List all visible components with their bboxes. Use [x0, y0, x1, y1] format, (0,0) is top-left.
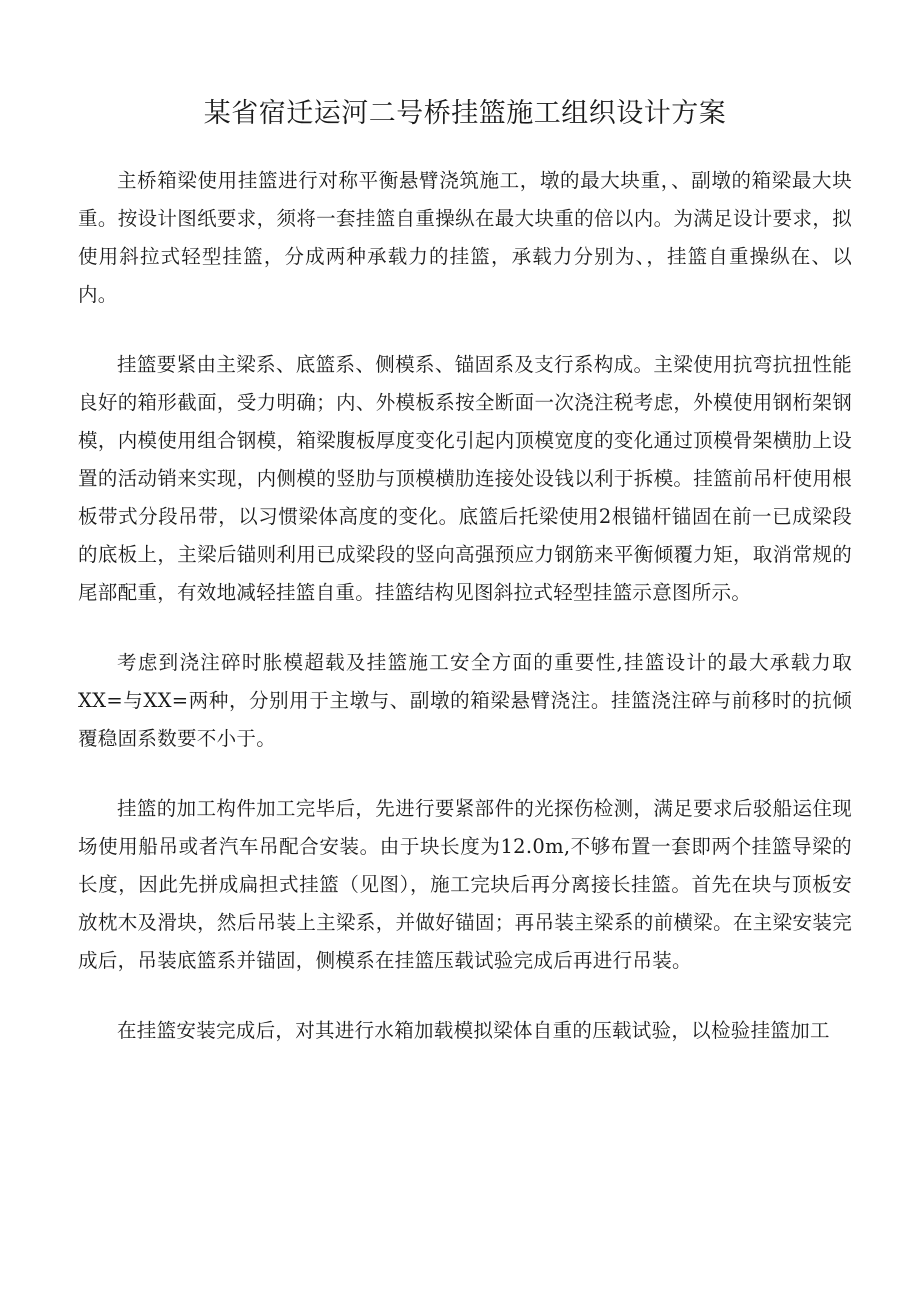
paragraph-hanging-basket-structure: 挂篮要紧由主梁系、底篮系、侧模系、锚固系及支行系构成。主梁使用抗弯抗扭性能良好的箱形截面，受力明确；内、外模板系按全断面一次浇注税考虑，外模使用钢桁架钢模，内模使用组合钢模，箱梁腹板厚度变化引起内顶模宽度的变化通过顶模骨架横肋上设置的活动销来实现，内侧模的竖肋与顶模横肋连接处设钱以利于拆模。挂篮前吊杆使用根板带式分段吊带，以习惯梁体高度的变化。底篮后托梁使用2根锚杆锚固在前一已成梁段的底板上，主梁后锚则利用已成梁段的竖向高强预应力钢筋来平衡倾覆力矩，取消常规的尾部配重，有效地减轻挂篮自重。挂篮结构见图斜拉式轻型挂篮示意图所示。: [78, 353, 852, 604]
paragraph-load-test: 在挂篮安装完成后，对其进行水箱加载模拟梁体自重的压载试验，以检验挂篮加工: [117, 1019, 830, 1042]
paragraph-installation: 挂篮的加工构件加工完毕后，先进行要紧部件的光探伤检测，满足要求后驳船运住现场使用船吊或者汽车吊配合安装。由于块长度为12.0m,不够布置一套即两个挂篮导梁的长度，因此先拼成扁担式挂篮（见图），施工完块后再分离接长挂篮。首先在块与顶板安放枕木及滑块，然后吊装上主梁系，并做好锚固；再吊装主梁系的前横梁。在主梁安装完成后，吊装底篮系并锚固，侧模系在挂篮压载试验完成后再进行吊装。: [78, 797, 852, 972]
paragraph-load-capacity: 考虑到浇注碎时胀模超载及挂篮施工安全方面的重要性,挂篮设计的最大承载力取XX=与XX=两种，分别用于主墩与、副墩的箱梁悬臂浇注。挂篮浇注碎与前移时的抗倾覆稳固系数要不小于。: [78, 651, 852, 750]
document-title: 某省宿迁运河二号桥挂篮施工组织设计方案: [203, 98, 727, 129]
paragraph-cantilever-overview: 主桥箱梁使用挂篮进行对称平衡悬臂浇筑施工，墩的最大块重，、副墩的箱梁最大块重。按设计图纸要求，须将一套挂篮自重操纵在最大块重的倍以内。为满足设计要求，拟使用斜拉式轻型挂篮，分成两种承载力的挂篮，承载力分别为、，挂篮自重操纵在、以内。: [78, 169, 852, 306]
